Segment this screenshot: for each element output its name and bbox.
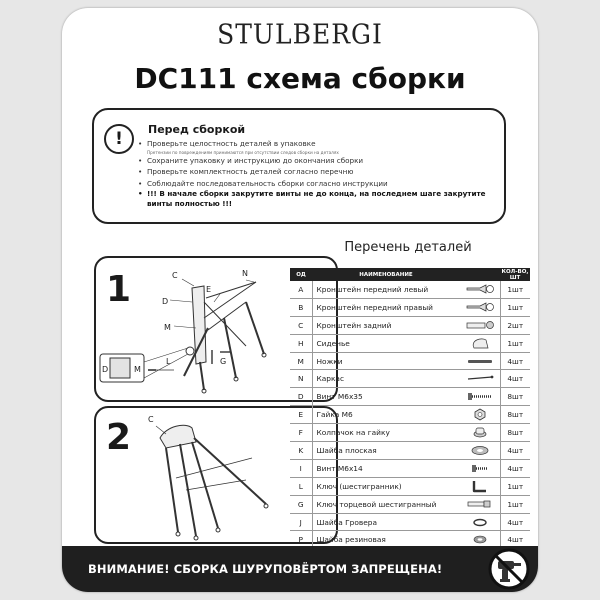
instruction-sheet: [62, 8, 538, 592]
part-code: G: [290, 495, 312, 513]
part-picture: [460, 388, 500, 406]
before-assembly-list: [138, 138, 494, 209]
part-label: D: [102, 365, 109, 374]
list-item: • Проверьте целостность деталей в упаковке Претензии по повреждениям принимаются при отсутствии следов сборки на деталях: [138, 138, 494, 155]
part-name: Винт М6х14: [312, 459, 460, 477]
part-picture: [460, 513, 500, 531]
nut-icon: [464, 407, 496, 422]
frame-icon: [464, 371, 496, 386]
table-row: [290, 388, 530, 406]
part-code: D: [290, 388, 312, 406]
part-qty: 2шт: [500, 316, 530, 334]
part-label: M: [164, 323, 171, 332]
brand-logo: STULBERGI: [217, 18, 383, 51]
part-code: E: [290, 406, 312, 424]
table-row: [290, 477, 530, 495]
list-item: • Проверьте комплектность деталей согласно перечню: [138, 166, 494, 178]
part-name: Винт М6х35: [312, 388, 460, 406]
part-qty: 8шт: [500, 424, 530, 442]
table-row: [290, 513, 530, 531]
part-code: P: [290, 531, 312, 549]
table-header-row: [290, 268, 530, 281]
warning-banner: [62, 546, 538, 592]
bracket-right-icon: [464, 300, 496, 315]
part-code: K: [290, 442, 312, 460]
column-header-name: НАИМЕНОВАНИЕ: [312, 268, 460, 281]
part-qty: 1шт: [500, 495, 530, 513]
part-picture: [460, 424, 500, 442]
part-qty: 4шт: [500, 370, 530, 388]
washer-icon: [464, 443, 496, 458]
column-header-code: ОД: [290, 268, 312, 281]
parts-table: [290, 268, 530, 549]
part-name: Шайба плоская: [312, 442, 460, 460]
before-assembly-box: [92, 108, 506, 224]
part-name: Гайка М6: [312, 406, 460, 424]
part-code: N: [290, 370, 312, 388]
parts-table-body: [290, 281, 530, 549]
part-picture: [460, 406, 500, 424]
part-qty: 4шт: [500, 513, 530, 531]
part-code: M: [290, 352, 312, 370]
part-code: F: [290, 424, 312, 442]
table-row: [290, 442, 530, 460]
table-row: [290, 298, 530, 316]
part-code: H: [290, 334, 312, 352]
hex-key-icon: [464, 479, 496, 494]
screw-long-icon: [464, 389, 496, 404]
step-number: 2: [106, 417, 132, 458]
bracket-rear-icon: [464, 318, 496, 333]
part-name: Шайба резиновая: [312, 531, 460, 549]
seat-icon: [464, 336, 496, 351]
no-screwdriver-icon: [488, 548, 530, 590]
page-title: DC111 схема сборки: [134, 62, 466, 95]
part-code: A: [290, 281, 312, 298]
column-header-picture: [460, 268, 500, 281]
part-picture: [460, 477, 500, 495]
part-label: G: [220, 357, 227, 366]
table-row: [290, 495, 530, 513]
table-row: [290, 352, 530, 370]
socket-key-icon: [464, 497, 496, 512]
leg-icon: [464, 354, 496, 369]
part-picture: [460, 334, 500, 352]
part-label: C: [172, 271, 178, 280]
part-label: L: [166, 357, 171, 366]
part-name: Ключ (шестигранник): [312, 477, 460, 495]
part-picture: [460, 442, 500, 460]
table-row: [290, 334, 530, 352]
part-qty: 4шт: [500, 459, 530, 477]
step-number: 1: [106, 269, 132, 310]
part-qty: 1шт: [500, 298, 530, 316]
part-code: I: [290, 459, 312, 477]
exclamation-icon: !: [104, 124, 134, 154]
table-row: [290, 406, 530, 424]
table-row: [290, 424, 530, 442]
part-picture: [460, 298, 500, 316]
part-code: C: [290, 316, 312, 334]
part-label: C: [148, 415, 154, 424]
warning-text: ВНИМАНИЕ! СБОРКА ШУРУПОВЁРТОМ ЗАПРЕЩЕНА!: [88, 562, 443, 576]
part-name: Каркас: [312, 370, 460, 388]
table-row: [290, 281, 530, 298]
part-code: J: [290, 513, 312, 531]
part-name: Сиденье: [312, 334, 460, 352]
part-qty: 1шт: [500, 281, 530, 298]
part-name: Ножки: [312, 352, 460, 370]
part-picture: [460, 352, 500, 370]
part-qty: 4шт: [500, 531, 530, 549]
spring-washer-icon: [464, 515, 496, 530]
part-picture: [460, 281, 500, 298]
part-qty: 8шт: [500, 388, 530, 406]
part-name: Кронштейн передний левый: [312, 281, 460, 298]
part-qty: 1шт: [500, 334, 530, 352]
part-label: D: [162, 297, 169, 306]
part-picture: [460, 370, 500, 388]
part-name: Кронштейн задний: [312, 316, 460, 334]
part-code: B: [290, 298, 312, 316]
parts-list-title: Перечень деталей: [344, 240, 472, 255]
part-qty: 8шт: [500, 406, 530, 424]
part-qty: 4шт: [500, 352, 530, 370]
part-picture: [460, 316, 500, 334]
column-header-qty: КОЛ-ВО, ШТ: [501, 268, 529, 281]
part-label: N: [242, 269, 248, 278]
part-picture: [460, 459, 500, 477]
table-row: [290, 316, 530, 334]
table-row: [290, 459, 530, 477]
table-row: [290, 370, 530, 388]
list-item: • Соблюдайте последовательность сборки согласно инструкции: [138, 178, 494, 190]
list-item: • Сохраните упаковку и инструкцию до окончания сборки: [138, 155, 494, 167]
list-item-note: Претензии по повреждениям принимаются при отсутствии следов сборки на деталях: [147, 149, 339, 155]
part-name: Колпачок на гайку: [312, 424, 460, 442]
part-label: M: [134, 365, 141, 374]
before-assembly-title: Перед сборкой: [148, 123, 246, 136]
cap-icon: [464, 425, 496, 440]
bracket-left-icon: [464, 282, 496, 297]
part-code: L: [290, 477, 312, 495]
part-qty: 1шт: [500, 477, 530, 495]
part-name: Ключ торцевой шестигранный: [312, 495, 460, 513]
screw-short-icon: [464, 461, 496, 476]
part-name: Шайба Гровера: [312, 513, 460, 531]
part-label: E: [206, 285, 212, 294]
part-name: Кронштейн передний правый: [312, 298, 460, 316]
part-qty: 4шт: [500, 442, 530, 460]
list-item-warning: • !!! В начале сборки закрутите винты не до конца, на последнем шаге закрутите винты полностью !!!: [138, 189, 494, 209]
part-picture: [460, 495, 500, 513]
